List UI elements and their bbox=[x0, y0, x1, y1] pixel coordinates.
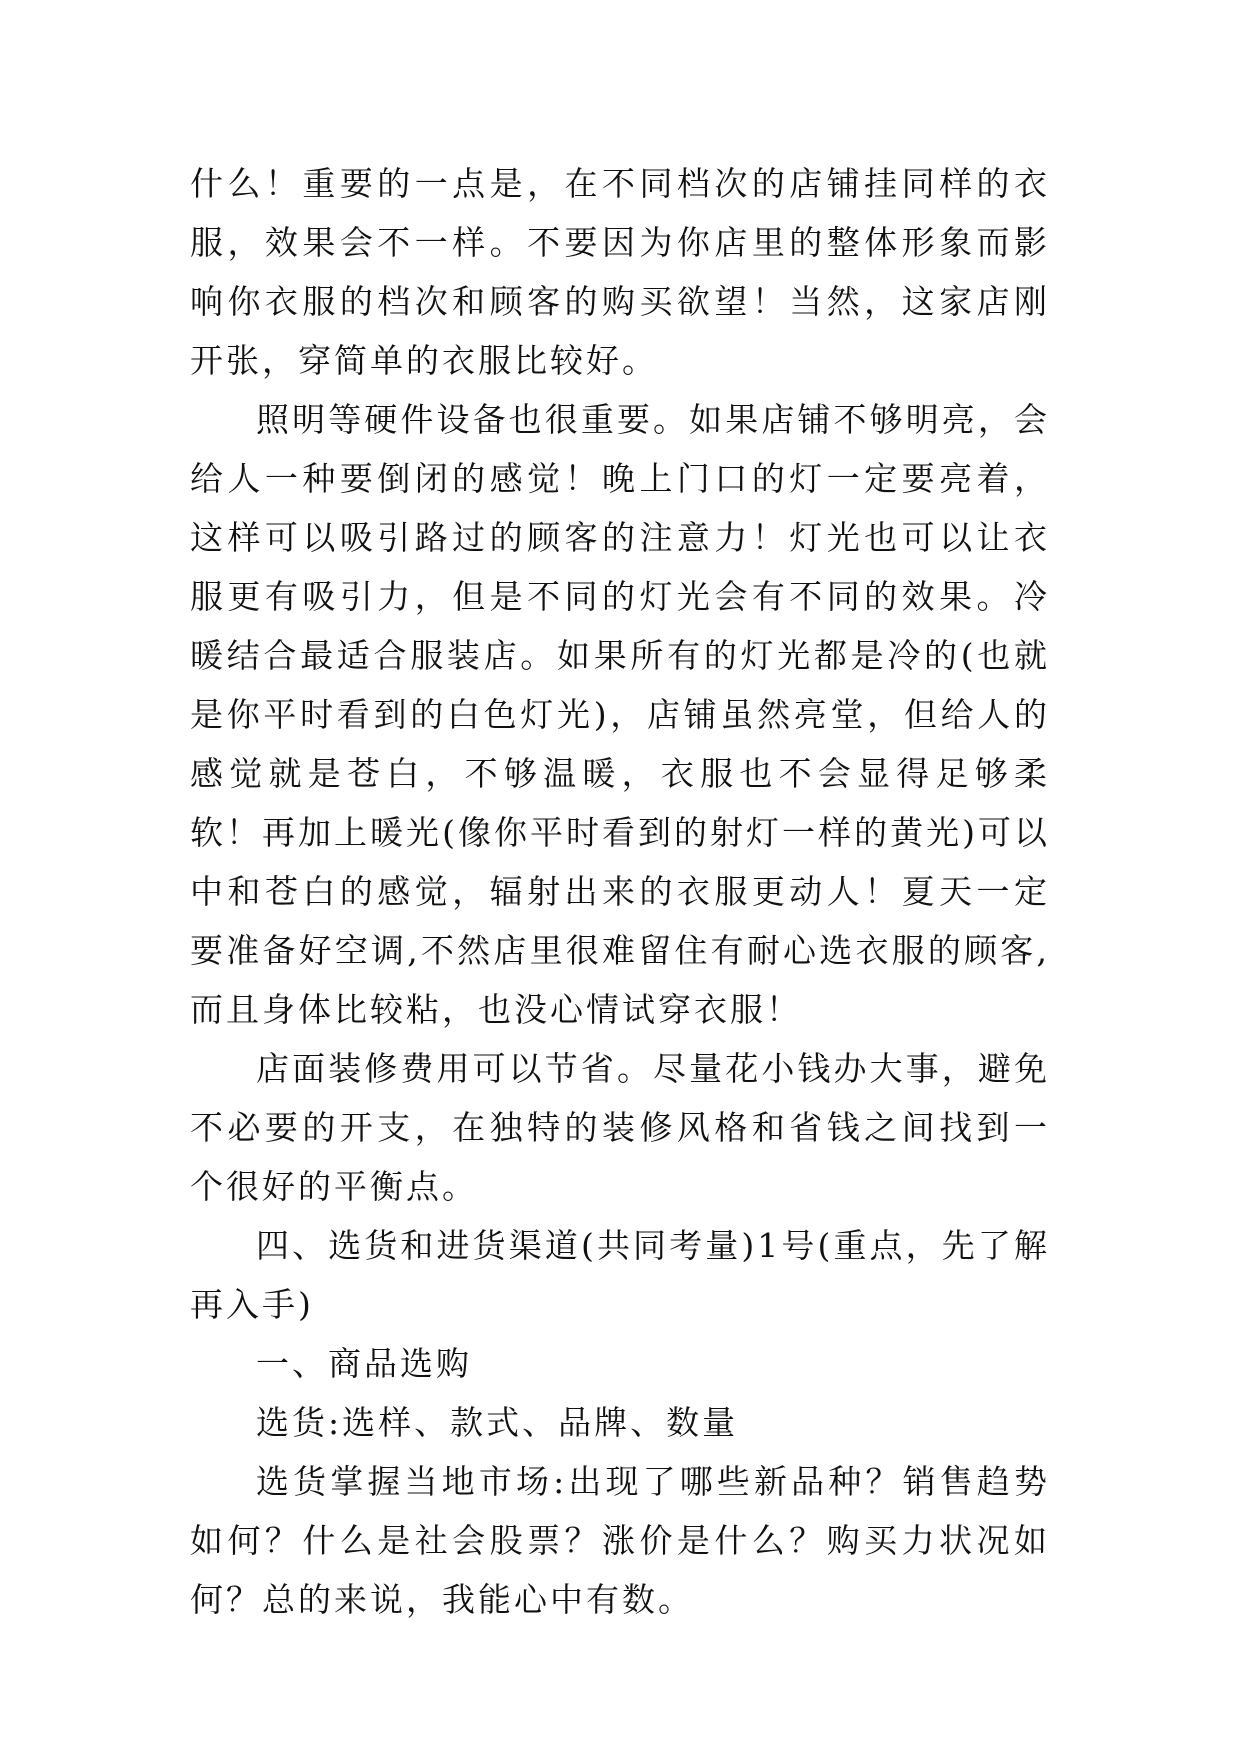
paragraph-renovation-cost: 店面装修费用可以节省。尽量花小钱办大事，避免不必要的开支，在独特的装修风格和省钱之间找到一个很好的平衡点。 bbox=[190, 1049, 1050, 1206]
paragraph-selection-items: 选货:选样、款式、品牌、数量 bbox=[256, 1403, 739, 1442]
paragraph-lighting: 照明等硬件设备也很重要。如果店铺不够明亮，会给人一种要倒闭的感觉！晚上门口的灯一定要亮着，这样可以吸引路过的顾客的注意力！灯光也可以让衣服更有吸引力，但是不同的灯光会有不同的效果。冷暖结合最适合服装店。如果所有的灯光都是冷的(也就是你平时看到的白色灯光)，店铺虽然亮堂，但给人的感觉就是苍白，不够温暖，衣服也不会显得足够柔软！再加上暖光(像你平时看到的射灯一样的黄光)可以中和苍白的感觉，辐射出来的衣服更动人！夏天一定要准备好空调,不然店里很难留住有耐心选衣服的顾客,而且身体比较粘，也没心情试穿衣服！ bbox=[190, 400, 1050, 1029]
subsection-heading-one: 一、商品选购 bbox=[256, 1344, 472, 1383]
paragraph-continued: 什么！重要的一点是，在不同档次的店铺挂同样的衣服，效果会不一样。不要因为你店里的整体形象而影响你衣服的档次和顾客的购买欲望！当然，这家店刚开张，穿简单的衣服比较好。 bbox=[190, 164, 1050, 380]
document-body bbox=[190, 154, 1050, 1629]
paragraph-local-market: 选货掌握当地市场:出现了哪些新品种？销售趋势如何？什么是社会股票？涨价是什么？购买力状况如何？总的来说，我能心中有数。 bbox=[190, 1462, 1050, 1619]
section-heading-four: 四、选货和进货渠道(共同考量)1号(重点，先了解再入手) bbox=[190, 1226, 1050, 1324]
